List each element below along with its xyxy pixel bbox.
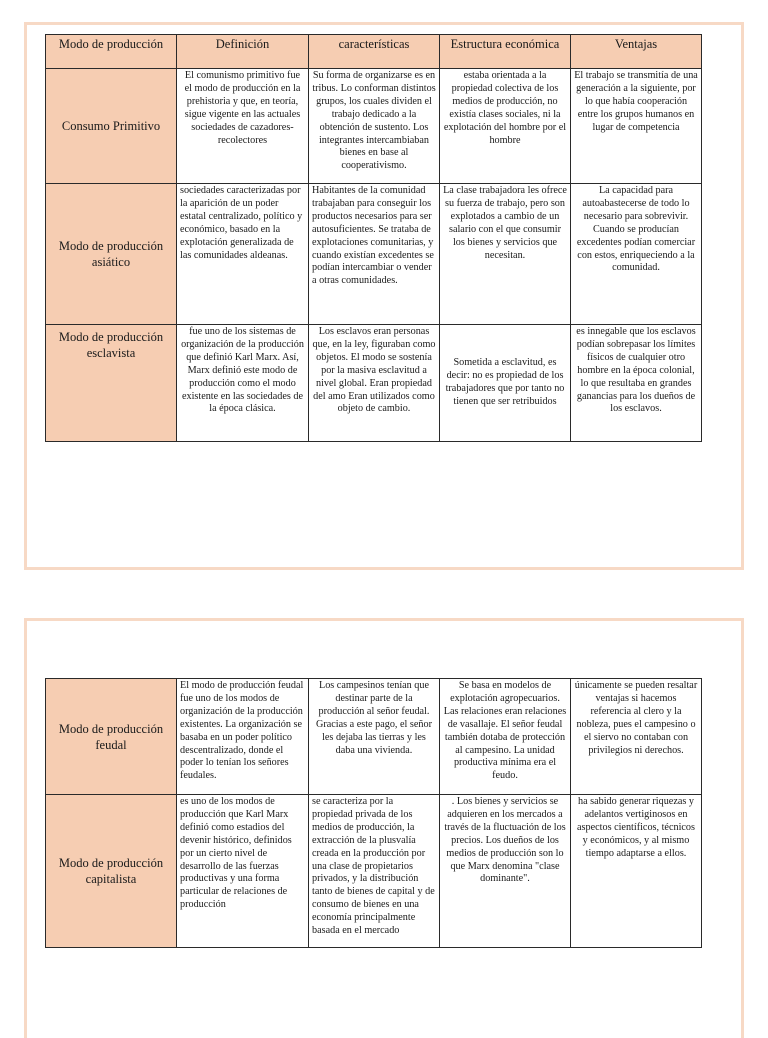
caracteristicas-cell: Habitantes de la comunidad trabajaban para conseguir los productos necesarios para ser autosuficientes. Se trataba de explotaciones comunitarias, y cuando existían excedentes se podían intercambiar o vender a otras comunidades. (309, 184, 440, 325)
row-header: Modo de producción asiático (46, 184, 177, 325)
caracteristicas-cell: Los esclavos eran personas que, en la ley, figuraban como objetos. El modo se sostenía por la masiva esclavitud a nivel global. Eran propiedad del amo Eran utilizados como objeto de cambio. (309, 325, 440, 442)
header-definicion: Definición (177, 35, 309, 69)
production-modes-table-1 (45, 34, 702, 442)
ventajas-cell: La capacidad para autoabastecerse de todo lo necesario para sobrevivir. Cuando se producían excedentes podían comerciar con estos, enriqueciendo a la comunidad. (571, 184, 702, 325)
table-row (46, 679, 702, 795)
header-estructura: Estructura económica (440, 35, 571, 69)
caracteristicas-cell: Los campesinos tenían que destinar parte de la producción al señor feudal. Gracias a este pago, el señor les dejaba las tierras y les daba una vivienda. (309, 679, 440, 795)
estructura-cell: La clase trabajadora les ofrece su fuerza de trabajo, pero son explotados a cambio de un salario con el que consumir los bienes y servicios que necesitan. (440, 184, 571, 325)
table-row (46, 184, 702, 325)
definicion-cell: sociedades caracterizadas por la aparición de un poder estatal centralizado, político y económico, basado en la explotación generalizada de las comunidades aldeanas. (177, 184, 309, 325)
ventajas-cell: ha sabido generar riquezas y adelantos vertiginosos en aspectos científicos, técnicos y económicos, y al mismo tiempo adaptarse a ellos. (571, 795, 702, 948)
table-row (46, 325, 702, 442)
production-modes-table-2 (45, 678, 702, 948)
definicion-cell: fue uno de los sistemas de organización de la producción que definió Karl Marx. Así, Marx definió este modo de producción como el modo existente en las sociedades de la época clásica. (177, 325, 309, 442)
estructura-cell: Sometida a esclavitud, es decir: no es propiedad de los trabajadores que por tanto no tienen que ser retribuidos (440, 325, 571, 442)
page-1 (24, 22, 744, 570)
page-2 (24, 618, 744, 1038)
table-row (46, 69, 702, 184)
ventajas-cell: es innegable que los esclavos podían sobrepasar los límites físicos de cualquier otro hombre en la época colonial, lo que resultaba en grandes ganancias para los dueños de los esclavos. (571, 325, 702, 442)
row-header: Modo de producción capitalista (46, 795, 177, 948)
definicion-cell: es uno de los modos de producción que Karl Marx definió como estadios del devenir histórico, definidos por un cierto nivel de desarrollo de las fuerzas productivas y una forma particular de relaciones de producción (177, 795, 309, 948)
header-ventajas: Ventajas (571, 35, 702, 69)
table-row (46, 795, 702, 948)
ventajas-cell: El trabajo se transmitía de una generación a la siguiente, por lo que había cooperación entre los grupos humanos en lugar de competencia (571, 69, 702, 184)
row-header: Modo de producción feudal (46, 679, 177, 795)
row-header: Modo de producción esclavista (46, 325, 177, 442)
caracteristicas-cell: se caracteriza por la propiedad privada de los medios de producción, la extracción de la plusvalía creada en la producción por una clase de propietarios privados, y la distribución tanto de bienes de capital y de consumo de bienes en una economía principalmente basada en el mercado (309, 795, 440, 948)
estructura-cell: . Los bienes y servicios se adquieren en los mercados a través de la fluctuación de los precios. Los dueños de los medios de producción son lo que Marx denomina "clase dominante". (440, 795, 571, 948)
header-caracteristicas: características (309, 35, 440, 69)
definicion-cell: El modo de producción feudal fue uno de los modos de organización de la producción existentes. La organización se basaba en un poder político descentralizado, donde el poder lo tenían los señores feudales. (177, 679, 309, 795)
ventajas-cell: únicamente se pueden resaltar ventajas si hacemos referencia al clero y la nobleza, pues el campesino o el siervo no contaban con privilegios ni derechos. (571, 679, 702, 795)
caracteristicas-cell: Su forma de organizarse es en tribus. Lo conforman distintos grupos, los cuales dividen el trabajo dedicado a la obtención de sustento. Los integrantes intercambiaban bienes en base al cooperativismo. (309, 69, 440, 184)
definicion-cell: El comunismo primitivo fue el modo de producción en la prehistoria y que, en teoría, sigue vigente en las actuales sociedades de cazadores-recolectores (177, 69, 309, 184)
header-row (46, 35, 702, 69)
header-modo: Modo de producción (46, 35, 177, 69)
estructura-cell: estaba orientada a la propiedad colectiva de los medios de producción, no existía clases sociales, ni la explotación del hombre por el hombre (440, 69, 571, 184)
row-header: Consumo Primitivo (46, 69, 177, 184)
estructura-cell: Se basa en modelos de explotación agropecuarios. Las relaciones eran relaciones de vasallaje. El señor feudal también dotaba de protección al campesino. La unidad productiva mínima era el feudo. (440, 679, 571, 795)
